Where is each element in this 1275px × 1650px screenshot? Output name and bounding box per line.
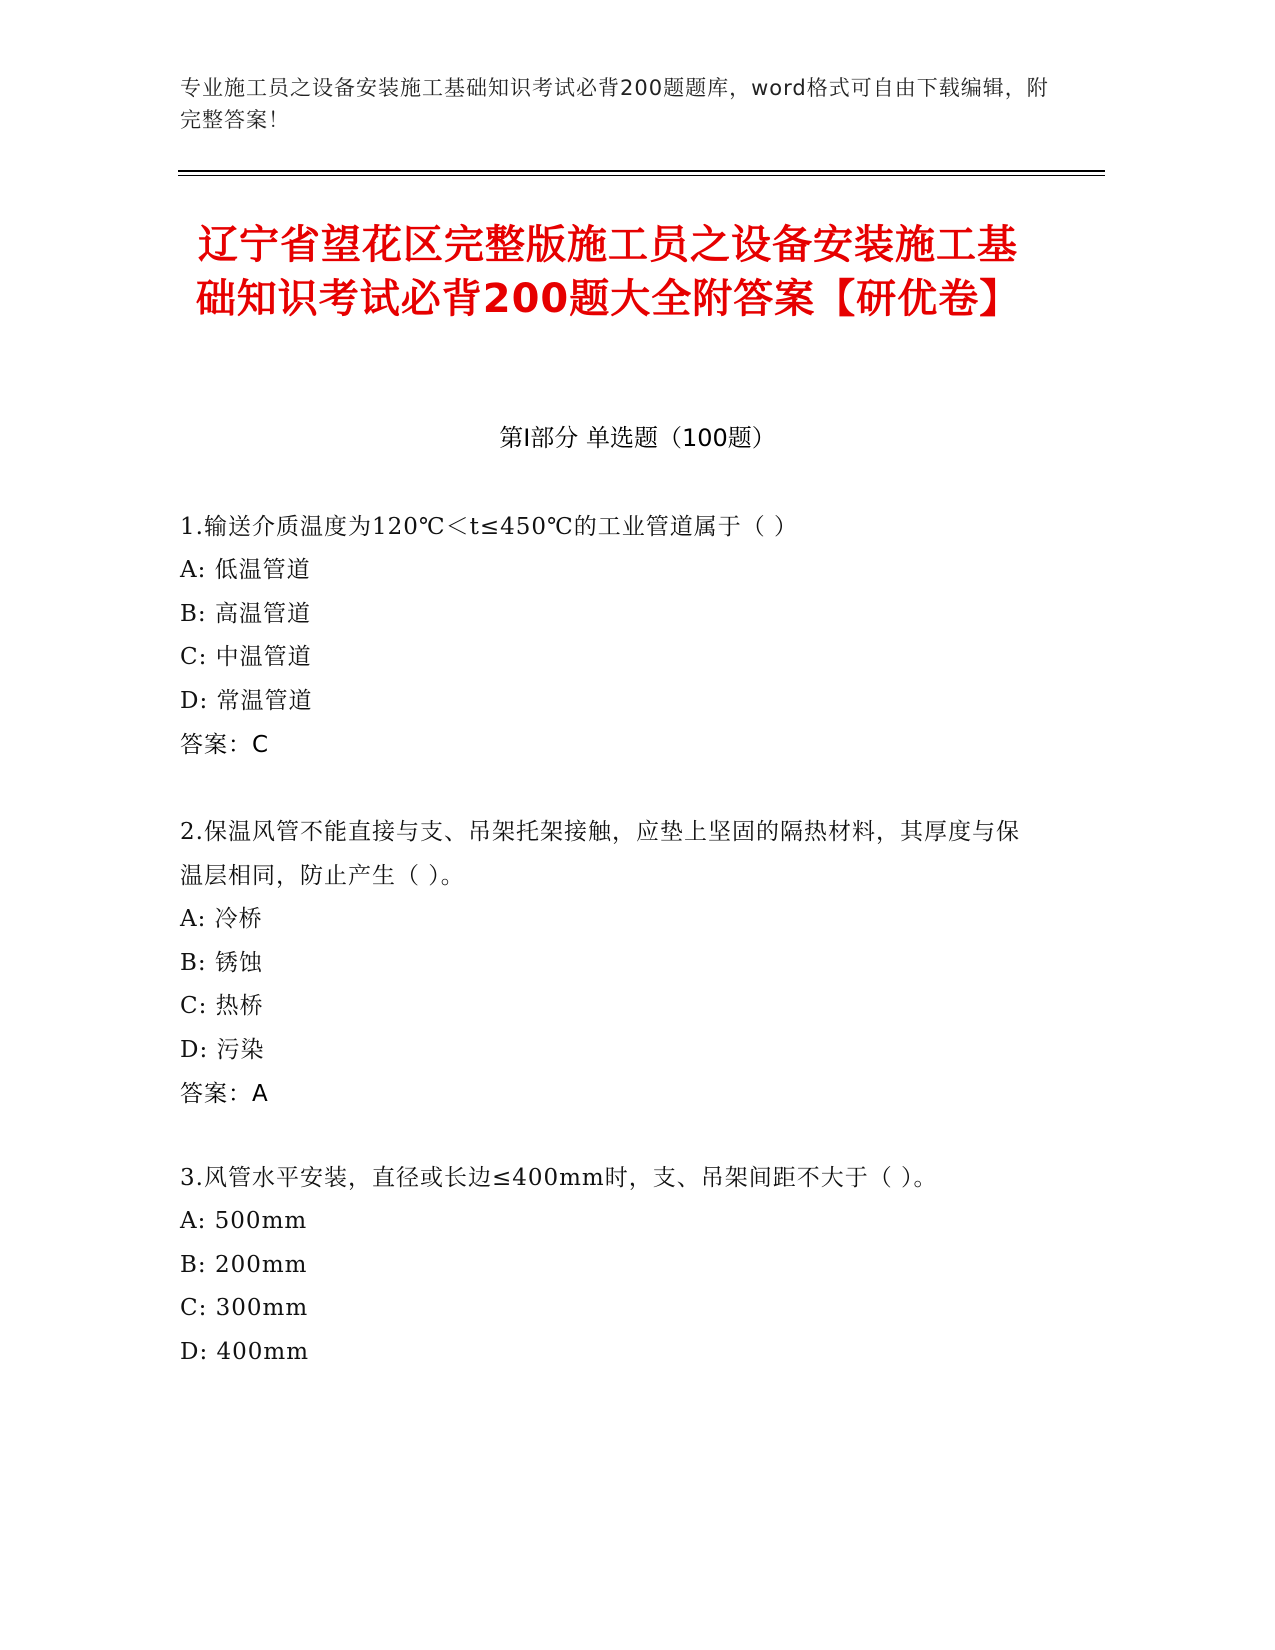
option-c: C: 300mm: [180, 1295, 309, 1321]
answer-line: 答案：C: [180, 732, 270, 758]
question-1: [180, 505, 1040, 767]
option-d: D: 污染: [180, 1036, 265, 1063]
option-b: B: 200mm: [180, 1251, 308, 1278]
option-c: C: 中温管道: [180, 644, 312, 670]
document-title: 辽宁省望花区完整版施工员之设备安装施工基础知识考试必背200题大全附答案【研优卷】: [195, 222, 1021, 322]
question-stem: 3.风管水平安装，直径或长边≤400mm时，支、吊架间距不大于（ ）。: [180, 1165, 938, 1191]
header-divider-thin: [178, 175, 1105, 176]
option-b: B: 高温管道: [180, 600, 311, 627]
header-note: 专业施工员之设备安装施工基础知识考试必背200题题库，word格式可自由下载编辑，附完整答案！: [180, 76, 1049, 132]
option-d: D: 常温管道: [180, 687, 313, 714]
header-divider-thick: [178, 170, 1105, 172]
section-title: 第I部分 单选题（100题）: [499, 424, 776, 452]
option-c: C: 热桥: [180, 993, 264, 1019]
question-3: [180, 1156, 1040, 1374]
option-a: A: 500mm: [180, 1208, 308, 1234]
option-a: A: 低温管道: [180, 557, 311, 583]
answer-line: 答案：A: [180, 1081, 269, 1107]
option-a: A: 冷桥: [180, 906, 263, 932]
option-d: D: 400mm: [180, 1338, 310, 1365]
question-stem: 2.保温风管不能直接与支、吊架托架接触，应垫上坚固的隔热材料，其厚度与保温层相同，防止产生（ ）。: [180, 819, 1020, 889]
question-2: [180, 810, 1040, 1116]
question-stem: 1.输送介质温度为120℃＜t≤450℃的工业管道属于（ ）: [180, 514, 799, 540]
option-b: B: 锈蚀: [180, 949, 263, 976]
